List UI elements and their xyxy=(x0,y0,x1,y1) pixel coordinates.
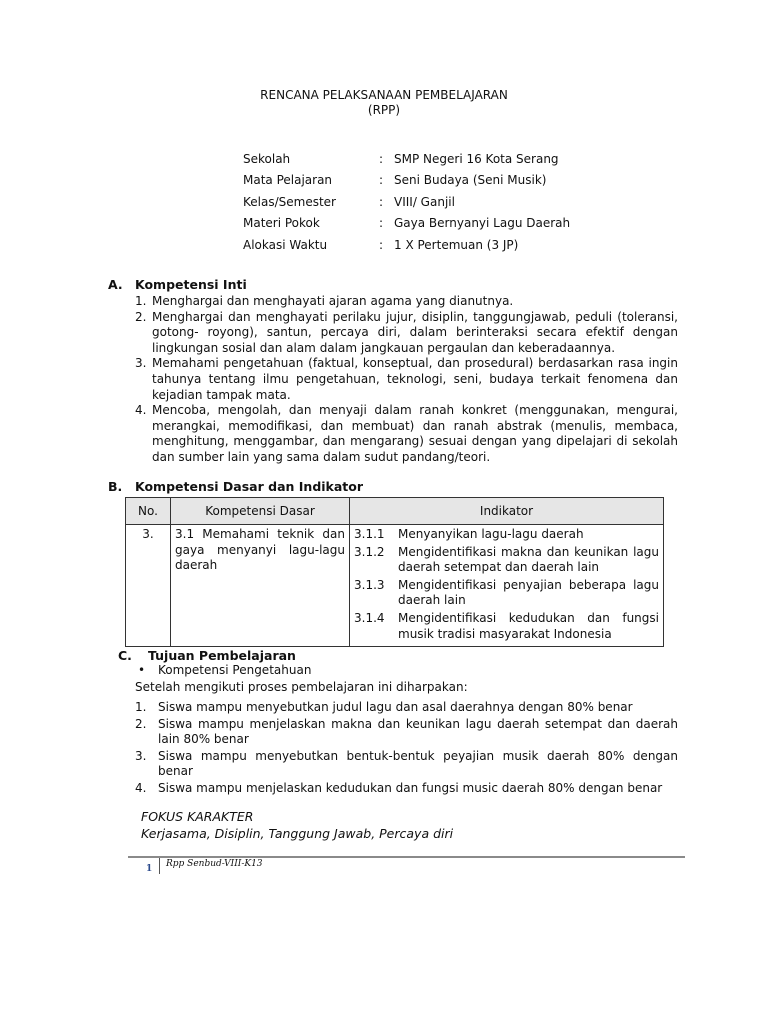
indikator-text: Mengidentifikasi kedudukan dan fungsi musik tradisi masyarakat Indonesia xyxy=(398,610,659,641)
indikator-text: Mengidentifikasi makna dan keunikan lagu daerah setempat dan daerah lain xyxy=(398,544,659,575)
list-number: 3. xyxy=(135,356,147,371)
indikator-number: 3.1.2 xyxy=(354,544,385,559)
indikator-number: 3.1.3 xyxy=(354,577,385,592)
info-row-school xyxy=(243,148,570,170)
list-item xyxy=(135,310,678,357)
page-number: 1 xyxy=(146,864,153,874)
indikator-item xyxy=(354,611,659,642)
section-title: Tujuan Pembelajaran xyxy=(148,648,296,663)
list-item xyxy=(135,717,678,748)
info-colon: : xyxy=(379,151,384,166)
section-b-heading xyxy=(108,479,363,494)
list-number: 2. xyxy=(135,309,147,324)
section-letter: A. xyxy=(108,277,123,292)
indikator-item xyxy=(354,545,659,576)
bullet-text: Kompetensi Pengetahuan xyxy=(158,663,312,677)
info-value: Gaya Bernyanyi Lagu Daerah xyxy=(394,216,571,231)
list-text: Menghargai dan menghayati perilaku jujur, disiplin, tanggungjawab, peduli (toleransi, gotong- royong), santun, percaya diri, dalam berinteraksi secara efektif dengan lingkungan sosial dan alam dalam jangkauan pergaulan dan keberadaannya. xyxy=(152,309,678,355)
footer-separator xyxy=(159,858,160,874)
list-item xyxy=(135,294,678,310)
info-colon: : xyxy=(379,194,384,209)
indikator-number: 3.1.4 xyxy=(354,610,385,625)
indikator-number: 3.1.1 xyxy=(354,527,385,541)
info-row-subject xyxy=(243,170,570,192)
info-colon: : xyxy=(379,216,384,231)
info-value: VIII/ Ganjil xyxy=(394,194,455,209)
list-text: Menghargai dan menghayati ajaran agama yang dianutnya. xyxy=(152,294,514,308)
document-subtitle: (RPP) xyxy=(367,103,401,117)
info-colon: : xyxy=(379,237,384,252)
bullet-item xyxy=(138,663,312,677)
cell-indikator xyxy=(350,525,664,647)
list-item xyxy=(135,749,678,780)
list-text: Mencoba, mengolah, dan menyaji dalam ranah konkret (menggunakan, mengurai, merangkai, memodifikasi, dan membuat) dan ranah abstrak (menulis, membaca, menghitung, menggambar, dan mengarang) sesuai dengan yang dipelajari di sekolah dan sumber lain yang sama dalam sudut pandang/teori. xyxy=(152,403,678,464)
kompetensi-dasar-table xyxy=(125,497,664,647)
section-letter: B. xyxy=(108,479,123,494)
section-a-heading xyxy=(108,277,247,292)
list-item xyxy=(135,781,678,797)
list-number: 1. xyxy=(135,294,147,308)
header-no: No. xyxy=(126,498,171,525)
list-item xyxy=(135,700,678,716)
info-label: Sekolah xyxy=(243,151,291,166)
kompetensi-inti-list xyxy=(135,294,678,466)
list-item xyxy=(135,403,678,465)
fokus-text: Kerjasama, Disiplin, Tanggung Jawab, Percaya diri xyxy=(141,826,454,841)
list-number: 3. xyxy=(135,748,147,763)
indikator-text: Mengidentifikasi penyajian beberapa lagu daerah lain xyxy=(398,577,659,608)
header-indikator: Indikator xyxy=(350,498,664,525)
list-item xyxy=(135,356,678,403)
info-value: SMP Negeri 16 Kota Serang xyxy=(394,151,559,166)
section-title: Kompetensi Inti xyxy=(135,277,247,292)
info-label: Kelas/Semester xyxy=(243,194,336,209)
list-text: Siswa mampu menjelaskan makna dan keunikan lagu daerah setempat dan daerah lain 80% benar xyxy=(158,716,678,747)
identity-block xyxy=(243,148,570,256)
indikator-item xyxy=(354,527,659,543)
list-number: 4. xyxy=(135,780,147,795)
document-title: RENCANA PELAKSANAAN PEMBELAJARAN xyxy=(260,88,508,102)
cell-kd: 3.1 Memahami teknik dan gaya menyanyi lagu-lagu daerah xyxy=(171,525,350,647)
list-text: Siswa mampu menyebutkan bentuk-bentuk peyajian musik daerah 80% dengan benar xyxy=(158,748,678,779)
cell-no: 3. xyxy=(126,525,171,647)
section-letter: C. xyxy=(118,648,132,663)
list-number: 4. xyxy=(135,403,147,418)
list-number: 1. xyxy=(135,700,147,714)
info-row-class xyxy=(243,191,570,213)
list-text: Siswa mampu menjelaskan kedudukan dan fungsi music daerah 80% dengan benar xyxy=(158,780,663,795)
table-header-row xyxy=(126,498,664,525)
info-row-time xyxy=(243,234,570,256)
info-row-topic xyxy=(243,213,570,235)
header-kd: Kompetensi Dasar xyxy=(171,498,350,525)
list-text: Memahami pengetahuan (faktual, konseptual, dan prosedural) berdasarkan rasa ingin tahunya tentang ilmu pengetahuan, teknologi, seni, budaya terkait fenomena dan kejadian tampak mata. xyxy=(152,356,678,402)
info-label: Mata Pelajaran xyxy=(243,173,333,188)
footer-label: Rpp Senbud-VIII-K13 xyxy=(166,859,263,869)
section-title: Kompetensi Dasar dan Indikator xyxy=(135,479,364,494)
bullet-dot-icon: • xyxy=(138,663,146,677)
info-label: Alokasi Waktu xyxy=(243,237,328,252)
info-value: 1 X Pertemuan (3 JP) xyxy=(394,237,519,252)
list-number: 2. xyxy=(135,716,147,731)
indikator-text: Menyanyikan lagu-lagu daerah xyxy=(398,527,584,541)
list-text: Siswa mampu menyebutkan judul lagu dan asal daerahnya dengan 80% benar xyxy=(158,700,633,714)
tujuan-list xyxy=(135,700,678,798)
info-colon: : xyxy=(379,173,384,188)
info-label: Materi Pokok xyxy=(243,216,320,231)
tujuan-intro: Setelah mengikuti proses pembelajaran ini diharpakan: xyxy=(135,680,468,694)
footer-divider xyxy=(128,856,685,858)
fokus-heading: FOKUS KARAKTER xyxy=(141,809,254,824)
info-value: Seni Budaya (Seni Musik) xyxy=(394,173,547,188)
section-c-heading xyxy=(118,648,296,663)
table-row xyxy=(126,525,664,647)
indikator-item xyxy=(354,578,659,609)
